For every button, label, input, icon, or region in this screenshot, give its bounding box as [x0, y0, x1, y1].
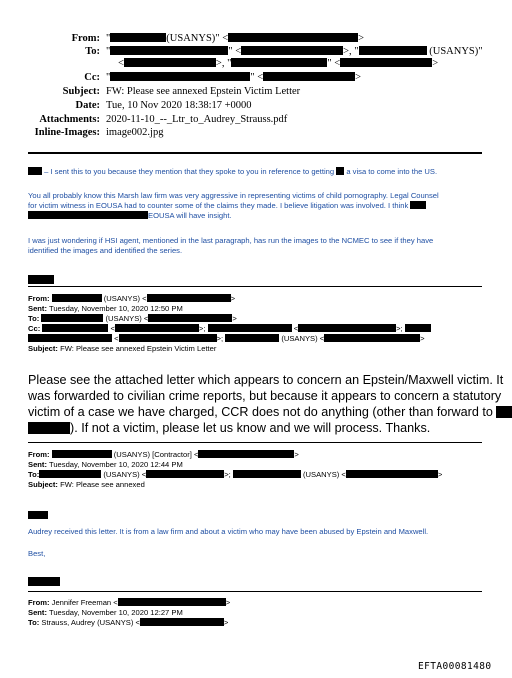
sent-value: Tuesday, November 10, 2020 12:50 PM [48, 304, 183, 313]
from-value: " (USANYS)" < > [106, 33, 365, 44]
cc-label: Cc: [84, 72, 100, 83]
redaction [28, 334, 112, 342]
attachments-value: 2020-11-10_--_Ltr_to_Audrey_Strauss.pdf [106, 114, 288, 125]
msg4-from: From: Jennifer Freeman < > [28, 598, 231, 607]
redaction [198, 450, 294, 458]
msg2-from: From: (USANYS) < > [28, 294, 236, 303]
redaction [241, 46, 343, 55]
redaction [124, 58, 216, 67]
date-label: Date: [75, 100, 100, 111]
redaction [496, 406, 512, 418]
msg3-from: From: (USANYS) [Contractor] < > [28, 450, 299, 459]
redaction [28, 211, 148, 219]
cc-label: Cc: [28, 324, 41, 333]
redaction [208, 324, 292, 332]
message-divider [28, 442, 482, 443]
body-text: victim of a case we have charged, CCR does not do anything (other than forward to [28, 405, 493, 419]
body-line [28, 211, 232, 221]
body-line: Audrey received this letter. It is from a law firm and about a victim who may have been abused by Epstein and Maxwell. [28, 527, 429, 536]
body-text: – I sent this to you because they mention that they spoke to you in reference to getting [42, 167, 337, 176]
body-line: I was just wondering if HSI agent, mentioned in the last paragraph, has run the images to the NCMEC to see if they have [28, 236, 434, 245]
redaction [119, 334, 217, 342]
greeting-redaction [28, 505, 48, 523]
redaction [42, 324, 108, 332]
to-value: Strauss, Audrey (USANYS) < [41, 618, 140, 627]
to-org: (USANYS)" [429, 46, 483, 57]
redaction [231, 58, 327, 67]
inline-images-value: image002.jpg [106, 127, 164, 138]
from-label: From: [28, 598, 50, 607]
redaction [146, 470, 224, 478]
sent-value: Tuesday, November 10, 2020 12:27 PM [48, 608, 183, 617]
sent-label: Sent: [28, 608, 47, 617]
msg3-sent [28, 460, 183, 470]
msg3-to: To: (USANYS) < >; (USANYS) < > [28, 470, 443, 479]
body-line [28, 201, 426, 211]
to-label: To: [28, 314, 40, 323]
bates-number: EFTA00081480 [418, 661, 492, 672]
inline-images-label: Inline-Images: [34, 127, 100, 138]
subject-value: FW: Please see annexed Epstein Victim Letter [60, 344, 217, 353]
message-divider [28, 591, 482, 592]
redaction [359, 46, 427, 55]
date-value: Tue, 10 Nov 2020 18:38:17 +0000 [106, 100, 252, 111]
msg2-subject [28, 344, 216, 354]
subject-value: FW: Please see annexed [60, 480, 145, 489]
to-label: To: [85, 46, 100, 57]
to-org: (USANYS) < [105, 314, 149, 323]
redaction [228, 33, 358, 42]
redaction [346, 470, 438, 478]
to-org: (USANYS) < [103, 470, 147, 479]
from-org: (USANYS) < [103, 294, 147, 303]
to-value-2: < >, " " < > [118, 58, 439, 69]
redaction [110, 72, 250, 81]
redaction [140, 618, 224, 626]
redaction [410, 201, 426, 209]
msg2-sent [28, 304, 183, 314]
body-line: You all probably know this Marsh law firm was very aggressive in representing victims of child pornography. Legal Counsel [28, 191, 439, 200]
to-org-2: (USANYS) < [303, 470, 346, 479]
redaction [263, 72, 355, 81]
redaction [28, 167, 42, 175]
from-value: Jennifer Freeman < [51, 598, 118, 607]
from-org: (USANYS)" < [166, 33, 229, 44]
body-text: EOUSA will have insight. [148, 211, 232, 220]
redaction [147, 294, 231, 302]
from-label: From: [28, 450, 50, 459]
redaction [28, 577, 60, 586]
redaction [298, 324, 396, 332]
from-org: (USANYS) [Contractor] < [113, 450, 199, 459]
sent-value: Tuesday, November 10, 2020 12:44 PM [48, 460, 183, 469]
subject-value: FW: Please see annexed Epstein Victim Letter [106, 86, 301, 97]
body-line: Best, [28, 549, 46, 558]
body-text: ). If not a victim, please let us know and we will process. Thanks. [70, 421, 431, 435]
redaction [340, 58, 432, 67]
subject-label: Subject: [28, 480, 58, 489]
redaction [52, 294, 102, 302]
redaction [28, 511, 48, 519]
body-line [28, 404, 512, 420]
msg2-cc: Cc: < >; < >; [28, 324, 431, 334]
redaction [115, 324, 199, 332]
redaction [110, 46, 228, 55]
redaction [233, 470, 301, 478]
attachments-label: Attachments: [39, 114, 100, 125]
from-label: From: [28, 294, 50, 303]
redaction [28, 422, 70, 434]
body-line: Please see the attached letter which appears to concern an Epstein/Maxwell victim. It [28, 373, 504, 387]
to-label: To: [28, 470, 40, 479]
redaction [28, 275, 54, 284]
cc-org: (USANYS) < [281, 334, 325, 343]
message-divider [28, 286, 482, 287]
redaction [41, 314, 103, 322]
header-divider [28, 152, 482, 154]
redaction [110, 33, 166, 42]
msg3-subject [28, 480, 145, 490]
body-text: for victim witness in EOUSA had to counter some of the claims they made. I believe litigation was involved. I think [28, 201, 409, 210]
subject-label: Subject: [28, 344, 58, 353]
msg4-sent [28, 608, 183, 618]
body-line: was forwarded to civilian crime reports, but because it appears to concern a statutory [28, 389, 502, 403]
body-line: identified the images and identified the series. [28, 246, 183, 255]
cc-value: " " < > [106, 72, 362, 83]
signature-redaction [28, 572, 60, 590]
body-line [28, 420, 430, 436]
redaction [148, 314, 232, 322]
to-value-1: " " < >, " (USANYS)" [106, 46, 483, 57]
from-label: From: [71, 33, 100, 44]
redaction [324, 334, 420, 342]
sent-label: Sent: [28, 304, 47, 313]
to-label: To: [28, 618, 40, 627]
redaction [405, 324, 431, 332]
redaction [39, 470, 101, 478]
msg4-to: To: Strauss, Audrey (USANYS) < > [28, 618, 229, 627]
redaction [52, 450, 112, 458]
msg2-to: To: (USANYS) < > [28, 314, 237, 323]
redaction [118, 598, 226, 606]
subject-label: Subject: [62, 86, 100, 97]
msg2-cc-cont: < >; (USANYS) < > [28, 334, 425, 344]
body-line [28, 167, 437, 177]
body-text: a visa to come into the US. [344, 167, 438, 176]
redaction [225, 334, 279, 342]
sent-label: Sent: [28, 460, 47, 469]
